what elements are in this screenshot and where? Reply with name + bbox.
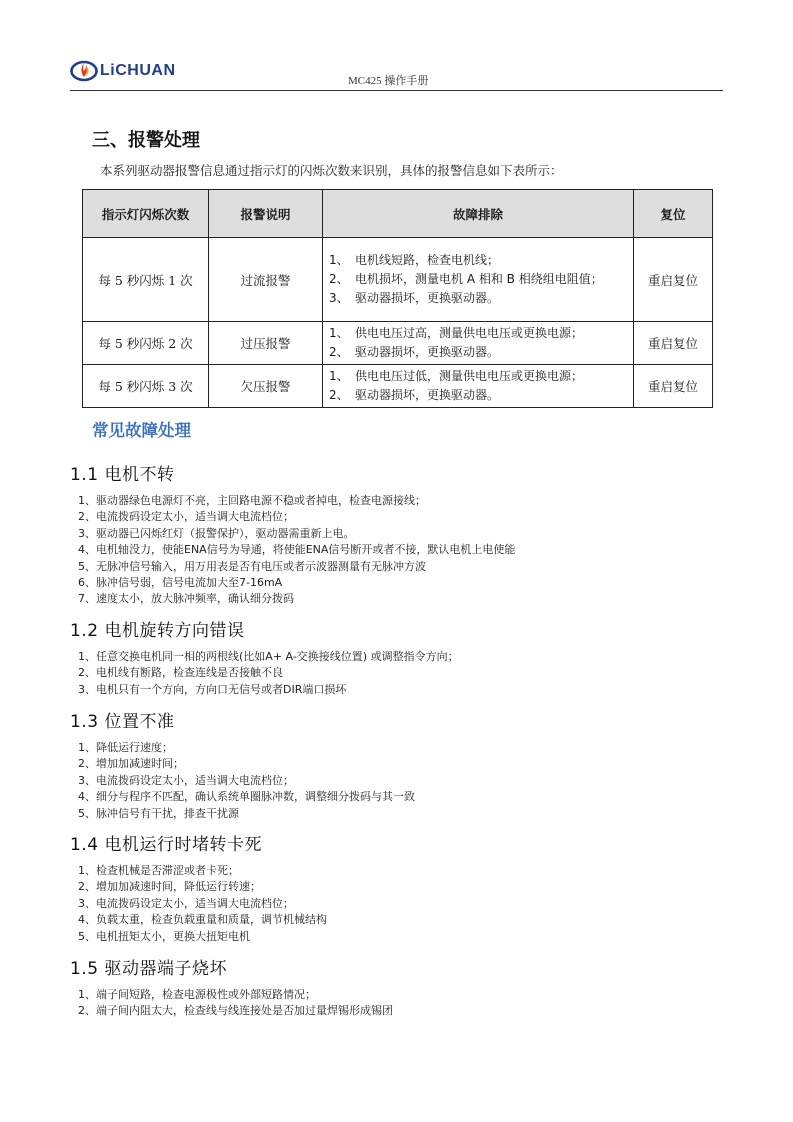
fix-text: 电机损坏，测量电机 A 相和 B 相绕组电阻值； xyxy=(355,272,603,286)
list-item: 3、电流拨码设定太小，适当调大电流档位； xyxy=(78,896,294,910)
list-item: 4、电机轴没力，使能ENA信号为导通，将使能ENA信号断开或者不接，默认电机上电使能 xyxy=(78,543,516,557)
list-item: 1、检查机械是否滞涩或者卡死； xyxy=(78,864,239,877)
column-header-troubleshooting: 故障排除 xyxy=(323,190,634,238)
fix-number: 1、 xyxy=(329,369,349,383)
page-header xyxy=(70,52,723,91)
fix-text: 电机线短路，检查电机线； xyxy=(355,253,500,267)
fix-text: 驱动器损坏，更换驱动器。 xyxy=(355,388,500,402)
fix-item xyxy=(329,324,629,343)
fault-list-wrong-direction xyxy=(78,649,459,698)
column-header-blink: 指示灯闪烁次数 xyxy=(83,190,209,238)
list-item: 7、速度太小，放大脉冲频率，确认细分拨码 xyxy=(78,592,294,606)
section-heading: 三、报警处理 xyxy=(92,130,200,151)
blink-cell: 每 5 秒闪烁 3 次 xyxy=(83,365,209,408)
fix-item xyxy=(329,270,629,289)
column-header-description: 报警说明 xyxy=(209,190,323,238)
alarm-description-cell: 欠压报警 xyxy=(209,365,323,408)
reset-cell: 重启复位 xyxy=(634,322,713,365)
lichuan-logo xyxy=(70,58,190,86)
alarm-description-cell: 过流报警 xyxy=(209,238,323,322)
fix-text: 驱动器损坏，更换驱动器。 xyxy=(355,291,500,305)
logo-mark-icon xyxy=(70,58,100,84)
list-item: 2、端子间内阻太大，检查线与线连接处是否加过量焊锡形成锡团 xyxy=(78,1004,393,1018)
fault-list-motor-not-rotating xyxy=(78,493,515,608)
fault-list-inaccurate-position xyxy=(78,740,415,822)
common-faults-title: 常见故障处理 xyxy=(92,421,191,440)
fix-number: 2、 xyxy=(329,345,349,359)
list-item: 3、电机只有一个方向，方向口无信号或者DIR端口损坏 xyxy=(78,682,347,696)
column-header-reset: 复位 xyxy=(634,190,713,238)
list-item: 2、增加加减速时间，降低运行转速； xyxy=(78,880,261,894)
reset-cell: 重启复位 xyxy=(634,238,713,322)
fix-number: 1、 xyxy=(329,253,349,267)
list-item: 5、电机扭矩太小，更换大扭矩电机 xyxy=(78,929,250,943)
alarm-table-header-row xyxy=(83,190,713,238)
blink-cell: 每 5 秒闪烁 1 次 xyxy=(83,238,209,322)
logo-text: LiCHUAN xyxy=(100,62,176,79)
list-item: 3、电流拨码设定太小，适当调大电流档位； xyxy=(78,773,294,787)
list-item: 5、脉冲信号有干扰，排查干扰源 xyxy=(78,806,239,820)
fault-list-terminal-burnt xyxy=(78,987,393,1020)
fix-text: 供电电压过高，测量供电电压或更换电源； xyxy=(355,326,584,340)
fix-number: 1、 xyxy=(329,326,349,340)
fix-text: 供电电压过低，测量供电电压或更换电源； xyxy=(355,369,584,383)
list-item: 1、任意交换电机同一相的两根线(比如A+ A-交换接线位置) 或调整指令方向； xyxy=(78,650,459,663)
header-divider xyxy=(70,90,723,91)
table-row xyxy=(83,365,713,408)
fix-number: 2、 xyxy=(329,272,349,286)
fix-item xyxy=(329,343,629,362)
list-item: 1、驱动器绿色电源灯不亮，主回路电源不稳或者掉电，检查电源接线； xyxy=(78,494,426,507)
list-item: 4、负载太重，检查负载重量和质量，调节机械结构 xyxy=(78,913,327,927)
list-item: 2、电机线有断路，检查连线是否接触不良 xyxy=(78,666,283,680)
troubleshooting-cell xyxy=(323,365,634,408)
fix-item xyxy=(329,367,629,386)
list-item: 2、电流拨码设定太小，适当调大电流档位； xyxy=(78,510,294,524)
list-item: 1、端子间短路，检查电源极性或外部短路情况； xyxy=(78,988,316,1001)
document-title: MC425 操作手册 xyxy=(348,75,429,87)
fix-item xyxy=(329,251,629,270)
fault-heading-inaccurate-position: 1.3 位置不准 xyxy=(70,712,175,732)
list-item: 6、脉冲信号弱，信号电流加大至7-16mA xyxy=(78,576,283,590)
troubleshooting-cell xyxy=(323,322,634,365)
fault-heading-motor-not-rotating: 1.1 电机不转 xyxy=(70,465,175,485)
fault-heading-terminal-burnt: 1.5 驱动器端子烧坏 xyxy=(70,959,227,979)
fix-item xyxy=(329,386,629,405)
alarm-table xyxy=(82,189,713,408)
fix-text: 驱动器损坏，更换驱动器。 xyxy=(355,345,500,359)
troubleshooting-cell xyxy=(323,238,634,322)
table-row xyxy=(83,322,713,365)
list-item: 1、降低运行速度； xyxy=(78,741,173,754)
fault-heading-stall: 1.4 电机运行时堵转卡死 xyxy=(70,835,262,855)
list-item: 3、驱动器已闪烁红灯（报警保护），驱动器需重新上电。 xyxy=(78,526,355,540)
fault-list-stall xyxy=(78,863,327,945)
fix-number: 2、 xyxy=(329,388,349,402)
fault-heading-wrong-direction: 1.2 电机旋转方向错误 xyxy=(70,621,245,641)
fix-item xyxy=(329,289,629,308)
blink-cell: 每 5 秒闪烁 2 次 xyxy=(83,322,209,365)
list-item: 5、无脉冲信号输入，用万用表是否有电压或者示波器测量有无脉冲方波 xyxy=(78,559,426,573)
fix-number: 3、 xyxy=(329,291,349,305)
reset-cell: 重启复位 xyxy=(634,365,713,408)
list-item: 4、细分与程序不匹配，确认系统单圈脉冲数，调整细分拨码与其一致 xyxy=(78,790,415,804)
section-intro: 本系列驱动器报警信息通过指示灯的闪烁次数来识别，具体的报警信息如下表所示： xyxy=(100,163,563,178)
alarm-description-cell: 过压报警 xyxy=(209,322,323,365)
list-item: 2、增加加减速时间； xyxy=(78,757,184,771)
table-row xyxy=(83,238,713,322)
